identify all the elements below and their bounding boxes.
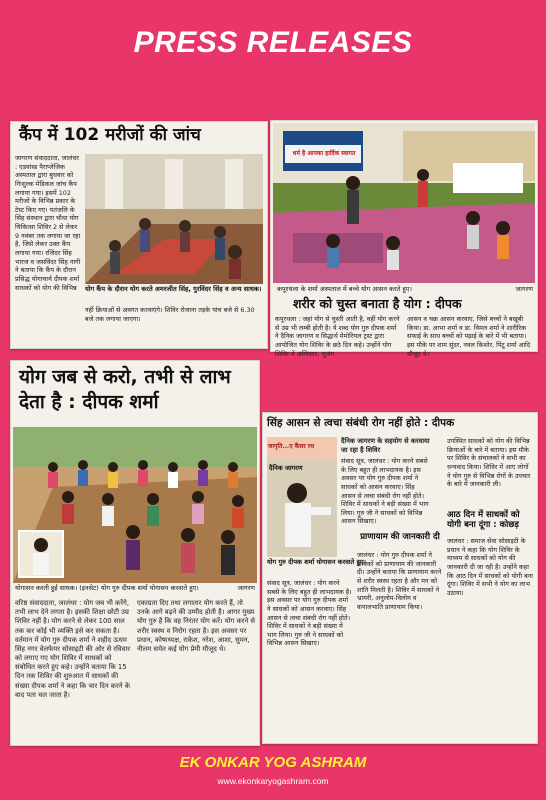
col-c: उपस्थित साधकों को योग की विभिन्न क्रियाओं के बारे में बताया। इस मौके पर शिविर के संचालकों ने सभी का धन्यवाद किया। शिविर में आए लोगों ने योग गुरु से विभिन्न रोगों के उपचार के बारे में जानकारी ली। bbox=[447, 437, 531, 489]
children-yoga-photo bbox=[273, 123, 535, 283]
group-yoga-photo bbox=[13, 427, 257, 583]
clip-source: जागरण bbox=[237, 584, 255, 592]
clipping-lion-pose bbox=[262, 412, 538, 744]
yoga-camp-photo bbox=[85, 154, 263, 284]
sub-headline: प्राणायाम की जानकारी दी bbox=[360, 532, 440, 542]
clipping-camp-102-patients bbox=[10, 121, 268, 349]
clip-headline: शरीर को चुस्त बनाता है योग : दीपक bbox=[293, 296, 462, 311]
col-c-2: जालंधर : समाज सेवा सोसाइटी के प्रधान ने कहा कि योग शिविर के माध्यम से साधकों को योग की जानकारी दी जा रही है। उन्होंने कहा कि आठ दिन में साधकों को योगी बना दूंगा। शिविर में सभी ने योग का लाभ उठाया। bbox=[447, 537, 533, 597]
footer-url-link[interactable]: www.ekonkaryogashram.com bbox=[217, 776, 329, 786]
clip-body-left: वरिष्ठ संवाददाता, जालंधर : योग जब भी करेंगे, तभी लाभ देने लगता है। इसकी शिक्षा छोटी उम्र शिविर नहीं है। योग करने से लेकर 100 साल तक कर कोई भी व्यक्ति इसे कर सकता है। वर्तमान में योग गुरु दीपक शर्मा ने शहीद ऊधम सिंह नगर वेलफेयर सोसाइटी की ओर से रविवार को लगाए गए योग शिविर में साधकों को संबोधित करते हुए कहे। उन्होंने बताया कि 15 दिन तक शिविर की शुरुआत में साधकों की संख्या दीपक शर्मा ने कहा कि चार दिन करने के बाद पता चल जाता है। bbox=[15, 599, 130, 699]
inset-label: दैनिक जागरण bbox=[269, 464, 303, 472]
col-b-top-text: संवाद सूत्र, जालंधर : योग करने सबसे के लिए बहुत ही लाभदायक है। इस अवसर पर योग गुरु दीपक शर्मा ने साधकों को आसन करवाए। सिंह आसन से त्वचा संबंधी रोग नहीं होते। शिविर में साधकों ने बड़ी संख्या में भाग लिया। गुरु जी ने साधकों को विभिन्न आसन सिखाए। bbox=[341, 457, 429, 526]
clipping-healthy-body bbox=[270, 120, 538, 358]
inset-header: दैनिक जागरण के सहयोग से करवाया जा रहा है शिविर bbox=[341, 437, 430, 454]
clip-body-right: नहीं क्रियाओं से अवगत करवाएंगे। शिविर रोजाना तड़के पांच बजे से 6.30 बजे तक लगाया जाएगा। bbox=[85, 306, 255, 323]
clip-body-right: आसन व चक्र आसन करवाए, जिसे बच्चों ने बखूबी किया। डा. आभा शर्मा व डा. विमल शर्मा ने शारीरिक सफाई के साथ बच्चों को पढ़ाई के बारे में भी बताया। इस मौके पर शाम सुंदर, नवल किशोर, पिंटू शर्मा आदि मौजूद थे। bbox=[407, 315, 531, 358]
clip-source: जागरण bbox=[515, 285, 533, 293]
clip-body-left: जागरण संवाददाता, जालंधर : एडवांस्ड पैराप्लेजिक अस्पताल द्वारा बुधवार को निःशुल्क मेडिकल जांच कैंप लगाया गया। इसमें 102 मरीजों के विभिन्न प्रकार के टेस्ट किए गए। पतंजलि के सिंह संस्थान द्वारा चौथा योग चिकित्सा शिविर 2 से लेकर 9 नवंबर तक लगाया जा रहा है, जिसे लेकर उक्त कैंप लगाया गया। रजिंदर सिंह भारज व जसविंदर सिंह नागी ने बताया कि कैंप के दौरान प्रसिद्ध योगाचार्य दीपक शर्मा साधकों को योग की विभिन्न bbox=[15, 154, 81, 292]
clip-caption: योगासन करती हुई साधक। (इनसेट) योग गुरु दीपक शर्मा योगासन करवाते हुए। bbox=[15, 584, 199, 592]
clipping-yoga-benefit bbox=[10, 360, 260, 746]
col-b-top bbox=[341, 457, 431, 529]
col-a: संवाद सूत्र, जालंधर : योग करने सबसे के लिए बहुत ही लाभदायक है। इस अवसर पर योग गुरु दीपक शर्मा ने साधकों को आसन करवाए। सिंह आसन से त्वचा संबंधी रोग नहीं होते। शिविर में साधकों ने बड़ी संख्या में भाग लिया। गुरु जी ने साधकों को विभिन्न आसन सिखाए। bbox=[267, 579, 352, 648]
inset-yoga-teacher-photo bbox=[267, 437, 337, 557]
col-b: जालंधर : योग गुरु दीपक शर्मा ने साधकों को प्राणायाम की जानकारी दी। उन्होंने बताया कि प्राणायाम करने से शरीर स्वस्थ रहता है और मन को शांति मिलती है। शिविर में साधकों ने भ्रामरी, अनुलोम-विलोम व कपालभाति प्राणायाम किया। bbox=[357, 551, 442, 611]
clip-headline: सिंह आसन से त्वचा संबंधी रोग नहीं होते : दीपक bbox=[267, 417, 455, 429]
col-c-headline: आठ दिन में साधकों को योगी बना दूंगा : कोछड़ bbox=[447, 510, 520, 530]
inset-banner: जागृति...ए कैंसर रथ bbox=[268, 443, 315, 450]
clip-caption: योग कैंप के दौरान योग करते अमरजीत सिंह, गुरविंदर सिंह व अन्य साधक। bbox=[85, 285, 262, 293]
clip-banner: धर्म है आपका हार्दिक स्वागत bbox=[292, 150, 356, 157]
clip-caption: कपूरथला के शर्मा अस्पताल में बच्चे योग आसन करते हुए। bbox=[277, 285, 412, 293]
clip-caption: योग गुरु दीपक शर्मा योगासन करवाते हुए। bbox=[267, 558, 367, 566]
page-title: PRESS RELEASES bbox=[133, 26, 413, 59]
clip-headline: योग जब से करो, तभी से लाभ देता है : दीपक शर्मा bbox=[19, 366, 231, 413]
clip-body-right: एकाग्रता दिए तथा लगातार योग करते हैं, तो उनके आगे बढ़ने की उम्मीद होती है। आगर मुख्य योग गुरु है कि वह निरंतर योग करें। योग करने से शरीर स्वस्थ व निरोग रहता है। इस अवसर पर प्रधान, कोषाध्यक्ष, राकेश, नरेश, आशा, सुमन, नीलम समेत कई योग प्रेमी मौजूद थे। bbox=[137, 599, 255, 653]
clip-body-left: कपूरथला : जहां योग से चुस्ती आती है, वहीं योग करने से उम्र भी लम्बी होती है। ये शब्द योग गुरु दीपक शर्मा ने दैनिक जागरण व सिद्धार्थ मेमोरियल ट्रस्ट द्वारा आयोजित योग शिविर के छठे दिन कहे। उन्होंने योग शिविर में अग्निसार, भुजंग bbox=[275, 315, 400, 358]
footer-title: EK ONKAR YOG ASHRAM bbox=[179, 754, 367, 771]
clip-headline: कैंप में 102 मरीजों की जांच bbox=[19, 125, 201, 145]
